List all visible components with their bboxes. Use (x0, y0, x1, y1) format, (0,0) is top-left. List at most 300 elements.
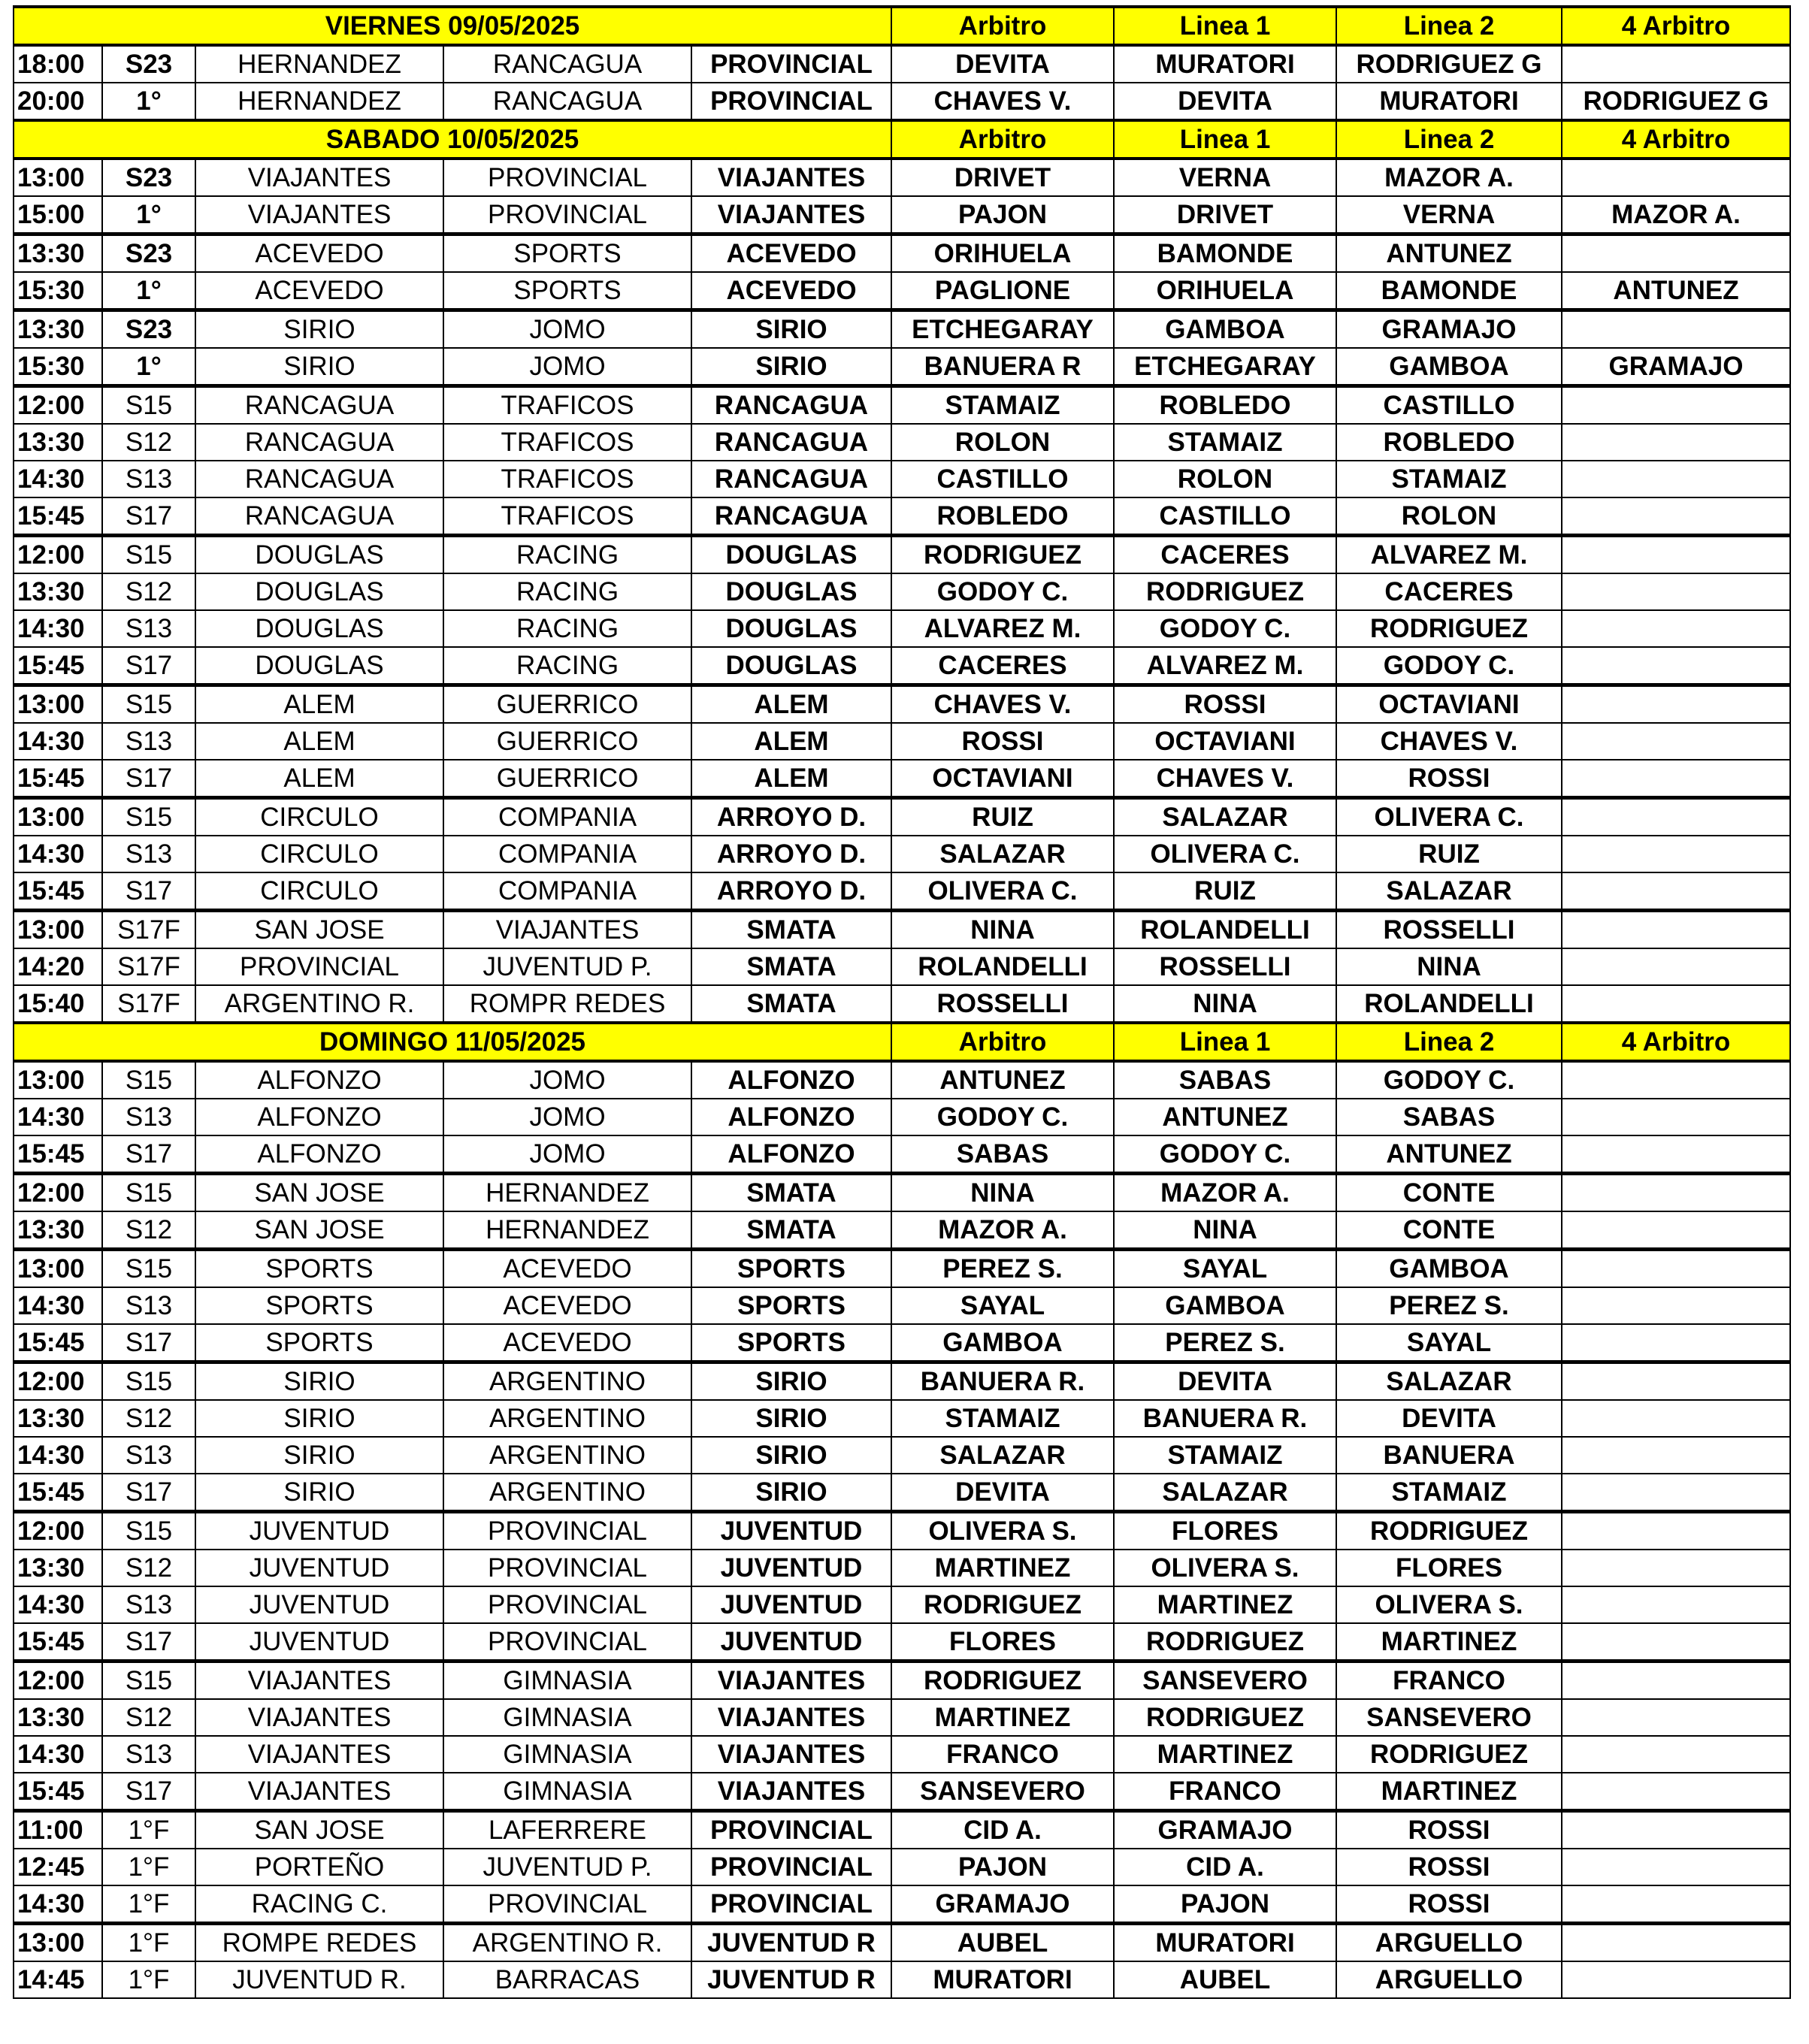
referee: NINA (891, 911, 1114, 949)
assistant-2: FRANCO (1336, 1662, 1562, 1700)
game-row (14, 911, 1790, 949)
assistant-2: ROSSI (1336, 1849, 1562, 1885)
category: S13 (102, 1287, 195, 1324)
away-team: HERNANDEZ (443, 1174, 691, 1212)
category: 1° (102, 196, 195, 234)
game-row (14, 1550, 1790, 1586)
referee: OLIVERA C. (891, 872, 1114, 911)
referee: GODOY C. (891, 1099, 1114, 1135)
assistant-1: DEVITA (1114, 1362, 1336, 1401)
kickoff-time: 15:40 (14, 985, 102, 1023)
away-team: ACEVEDO (443, 1250, 691, 1288)
assistant-1: RUIZ (1114, 872, 1336, 911)
fourth-official (1562, 1061, 1790, 1099)
assistant-2: GAMBOA (1336, 1250, 1562, 1288)
away-team: ARGENTINO (443, 1362, 691, 1401)
kickoff-time: 15:45 (14, 1474, 102, 1512)
referee: RUIZ (891, 798, 1114, 836)
assistant-1: RODRIGUEZ (1114, 1623, 1336, 1662)
assistant-2: RUIZ (1336, 836, 1562, 872)
kickoff-time: 14:30 (14, 1437, 102, 1474)
kickoff-time: 12:00 (14, 1174, 102, 1212)
referee: DEVITA (891, 45, 1114, 83)
kickoff-time: 15:45 (14, 1773, 102, 1811)
assistant-2: GODOY C. (1336, 1061, 1562, 1099)
away-team: PROVINCIAL (443, 1550, 691, 1586)
assistant-1: MURATORI (1114, 45, 1336, 83)
category: S17 (102, 1623, 195, 1662)
assistant-1: STAMAIZ (1114, 424, 1336, 461)
home-team: DOUGLAS (195, 647, 443, 685)
assistant-1: GODOY C. (1114, 1135, 1336, 1174)
away-team: HERNANDEZ (443, 1211, 691, 1250)
category: S23 (102, 45, 195, 83)
game-row (14, 836, 1790, 872)
fourth-official: GRAMAJO (1562, 348, 1790, 386)
fourth-official (1562, 461, 1790, 497)
venue: RANCAGUA (691, 386, 891, 425)
kickoff-time: 13:30 (14, 1550, 102, 1586)
category: S15 (102, 1362, 195, 1401)
venue: SPORTS (691, 1250, 891, 1288)
home-team: ALFONZO (195, 1099, 443, 1135)
home-team: VIAJANTES (195, 196, 443, 234)
home-team: ARGENTINO R. (195, 985, 443, 1023)
fourth-official (1562, 1362, 1790, 1401)
game-row (14, 159, 1790, 196)
assistant-2: ROSSI (1336, 1811, 1562, 1849)
referee: GODOY C. (891, 573, 1114, 610)
referee: GAMBOA (891, 1324, 1114, 1362)
assistant-1: OLIVERA S. (1114, 1550, 1336, 1586)
game-row (14, 1474, 1790, 1512)
column-header: Linea 2 (1336, 1023, 1562, 1061)
game-row (14, 1135, 1790, 1174)
assistant-1: ALVAREZ M. (1114, 647, 1336, 685)
fourth-official (1562, 610, 1790, 647)
category: S23 (102, 234, 195, 273)
game-row (14, 310, 1790, 349)
venue: PROVINCIAL (691, 1885, 891, 1924)
category: S17 (102, 1474, 195, 1512)
game-row (14, 1250, 1790, 1288)
fourth-official (1562, 45, 1790, 83)
fourth-official (1562, 760, 1790, 798)
kickoff-time: 15:45 (14, 872, 102, 911)
home-team: JUVENTUD (195, 1586, 443, 1623)
away-team: BARRACAS (443, 1961, 691, 1998)
kickoff-time: 13:30 (14, 1400, 102, 1437)
kickoff-time: 15:45 (14, 1324, 102, 1362)
home-team: HERNANDEZ (195, 83, 443, 120)
venue: RANCAGUA (691, 461, 891, 497)
kickoff-time: 13:00 (14, 1924, 102, 1962)
fourth-official (1562, 647, 1790, 685)
day-header-row (14, 120, 1790, 159)
referee: ORIHUELA (891, 234, 1114, 273)
fourth-official (1562, 1811, 1790, 1849)
game-row (14, 234, 1790, 273)
fourth-official (1562, 723, 1790, 760)
assistant-2: ANTUNEZ (1336, 1135, 1562, 1174)
away-team: VIAJANTES (443, 911, 691, 949)
category: 1°F (102, 1924, 195, 1962)
game-row (14, 1211, 1790, 1250)
referee: MARTINEZ (891, 1550, 1114, 1586)
category: S23 (102, 310, 195, 349)
away-team: ARGENTINO (443, 1474, 691, 1512)
assistant-2: ARGUELLO (1336, 1961, 1562, 1998)
home-team: RANCAGUA (195, 424, 443, 461)
kickoff-time: 13:00 (14, 685, 102, 724)
assistant-2: OLIVERA S. (1336, 1586, 1562, 1623)
away-team: ARGENTINO (443, 1437, 691, 1474)
kickoff-time: 13:00 (14, 911, 102, 949)
game-row (14, 1924, 1790, 1962)
kickoff-time: 15:45 (14, 760, 102, 798)
referee: ROBLEDO (891, 497, 1114, 536)
away-team: JUVENTUD P. (443, 1849, 691, 1885)
assistant-2: ROBLEDO (1336, 424, 1562, 461)
assistant-1: CID A. (1114, 1849, 1336, 1885)
category: S13 (102, 610, 195, 647)
assistant-2: CASTILLO (1336, 386, 1562, 425)
game-row (14, 348, 1790, 386)
kickoff-time: 12:00 (14, 1512, 102, 1550)
home-team: CIRCULO (195, 798, 443, 836)
home-team: SPORTS (195, 1324, 443, 1362)
kickoff-time: 15:45 (14, 1135, 102, 1174)
away-team: JOMO (443, 1061, 691, 1099)
game-row (14, 536, 1790, 574)
game-row (14, 985, 1790, 1023)
assistant-2: ROLON (1336, 497, 1562, 536)
fourth-official (1562, 872, 1790, 911)
home-team: JUVENTUD (195, 1512, 443, 1550)
kickoff-time: 15:00 (14, 196, 102, 234)
game-row (14, 272, 1790, 310)
fourth-official: RODRIGUEZ G (1562, 83, 1790, 120)
home-team: JUVENTUD R. (195, 1961, 443, 1998)
home-team: SIRIO (195, 310, 443, 349)
home-team: SIRIO (195, 1437, 443, 1474)
fourth-official (1562, 911, 1790, 949)
game-row (14, 1400, 1790, 1437)
home-team: SPORTS (195, 1250, 443, 1288)
game-row (14, 798, 1790, 836)
venue: SIRIO (691, 1400, 891, 1437)
referee: NINA (891, 1174, 1114, 1212)
assistant-2: CONTE (1336, 1174, 1562, 1212)
category: S17F (102, 948, 195, 985)
assistant-1: DEVITA (1114, 83, 1336, 120)
category: S17 (102, 1773, 195, 1811)
game-row (14, 948, 1790, 985)
referee: PAJON (891, 196, 1114, 234)
home-team: ALEM (195, 723, 443, 760)
home-team: ALFONZO (195, 1061, 443, 1099)
away-team: ROMPR REDES (443, 985, 691, 1023)
referee: BANUERA R (891, 348, 1114, 386)
kickoff-time: 14:30 (14, 1736, 102, 1773)
game-row (14, 1961, 1790, 1998)
venue: PROVINCIAL (691, 45, 891, 83)
fourth-official (1562, 1437, 1790, 1474)
assistant-2: RODRIGUEZ (1336, 610, 1562, 647)
assistant-2: SALAZAR (1336, 872, 1562, 911)
day-title: VIERNES 09/05/2025 (14, 7, 891, 45)
category: 1° (102, 272, 195, 310)
kickoff-time: 11:00 (14, 1811, 102, 1849)
kickoff-time: 13:00 (14, 159, 102, 196)
fourth-official (1562, 1849, 1790, 1885)
category: S17 (102, 647, 195, 685)
assistant-2: RODRIGUEZ (1336, 1736, 1562, 1773)
home-team: RANCAGUA (195, 386, 443, 425)
away-team: RANCAGUA (443, 83, 691, 120)
assistant-2: ALVAREZ M. (1336, 536, 1562, 574)
away-team: JOMO (443, 310, 691, 349)
referee: STAMAIZ (891, 1400, 1114, 1437)
kickoff-time: 15:45 (14, 1623, 102, 1662)
category: S15 (102, 685, 195, 724)
fourth-official (1562, 1924, 1790, 1962)
kickoff-time: 13:30 (14, 310, 102, 349)
home-team: JUVENTUD (195, 1550, 443, 1586)
game-row (14, 1586, 1790, 1623)
referee: FLORES (891, 1623, 1114, 1662)
referee: MARTINEZ (891, 1699, 1114, 1736)
column-header: Linea 1 (1114, 120, 1336, 159)
column-header: 4 Arbitro (1562, 1023, 1790, 1061)
venue: VIAJANTES (691, 1736, 891, 1773)
assistant-2: SANSEVERO (1336, 1699, 1562, 1736)
assistant-1: BAMONDE (1114, 234, 1336, 273)
kickoff-time: 14:30 (14, 461, 102, 497)
kickoff-time: 15:45 (14, 497, 102, 536)
home-team: DOUGLAS (195, 573, 443, 610)
category: S17F (102, 985, 195, 1023)
away-team: GIMNASIA (443, 1662, 691, 1700)
category: S13 (102, 1099, 195, 1135)
kickoff-time: 13:30 (14, 573, 102, 610)
referee: ANTUNEZ (891, 1061, 1114, 1099)
fourth-official (1562, 1174, 1790, 1212)
home-team: CIRCULO (195, 872, 443, 911)
category: S15 (102, 536, 195, 574)
referee: RODRIGUEZ (891, 1662, 1114, 1700)
venue: ACEVEDO (691, 272, 891, 310)
home-team: VIAJANTES (195, 1662, 443, 1700)
assistant-2: GODOY C. (1336, 647, 1562, 685)
assistant-2: STAMAIZ (1336, 461, 1562, 497)
referee: CHAVES V. (891, 685, 1114, 724)
home-team: HERNANDEZ (195, 45, 443, 83)
category: 1°F (102, 1885, 195, 1924)
column-header: Linea 1 (1114, 7, 1336, 45)
referee: DRIVET (891, 159, 1114, 196)
venue: ALEM (691, 685, 891, 724)
fourth-official (1562, 1961, 1790, 1998)
game-row (14, 424, 1790, 461)
assistant-1: ANTUNEZ (1114, 1099, 1336, 1135)
assistant-1: GAMBOA (1114, 310, 1336, 349)
category: S23 (102, 159, 195, 196)
referee: SABAS (891, 1135, 1114, 1174)
referee: GRAMAJO (891, 1885, 1114, 1924)
assistant-1: MARTINEZ (1114, 1586, 1336, 1623)
home-team: SIRIO (195, 1362, 443, 1401)
home-team: SIRIO (195, 348, 443, 386)
game-row (14, 685, 1790, 724)
assistant-1: CHAVES V. (1114, 760, 1336, 798)
referee: CHAVES V. (891, 83, 1114, 120)
away-team: ACEVEDO (443, 1324, 691, 1362)
kickoff-time: 20:00 (14, 83, 102, 120)
venue: JUVENTUD (691, 1586, 891, 1623)
game-row (14, 1362, 1790, 1401)
venue: RANCAGUA (691, 497, 891, 536)
assistant-1: SALAZAR (1114, 798, 1336, 836)
kickoff-time: 14:45 (14, 1961, 102, 1998)
away-team: PROVINCIAL (443, 196, 691, 234)
referee: SANSEVERO (891, 1773, 1114, 1811)
fourth-official (1562, 1474, 1790, 1512)
fourth-official (1562, 424, 1790, 461)
home-team: RACING C. (195, 1885, 443, 1924)
home-team: JUVENTUD (195, 1623, 443, 1662)
kickoff-time: 14:30 (14, 1885, 102, 1924)
venue: SIRIO (691, 1474, 891, 1512)
assistant-2: MURATORI (1336, 83, 1562, 120)
venue: SMATA (691, 911, 891, 949)
fourth-official (1562, 798, 1790, 836)
day-header-row (14, 1023, 1790, 1061)
referee: ROSSI (891, 723, 1114, 760)
assistant-1: ROLON (1114, 461, 1336, 497)
away-team: RACING (443, 610, 691, 647)
category: S17 (102, 760, 195, 798)
away-team: RACING (443, 647, 691, 685)
venue: SPORTS (691, 1324, 891, 1362)
category: 1°F (102, 1961, 195, 1998)
assistant-2: SABAS (1336, 1099, 1562, 1135)
assistant-1: AUBEL (1114, 1961, 1336, 1998)
category: 1°F (102, 1811, 195, 1849)
venue: SMATA (691, 1211, 891, 1250)
fourth-official (1562, 1699, 1790, 1736)
column-header: Arbitro (891, 1023, 1114, 1061)
game-row (14, 83, 1790, 120)
kickoff-time: 14:30 (14, 610, 102, 647)
kickoff-time: 13:30 (14, 1211, 102, 1250)
assistant-1: MURATORI (1114, 1924, 1336, 1962)
away-team: PROVINCIAL (443, 1623, 691, 1662)
assistant-1: RODRIGUEZ (1114, 573, 1336, 610)
assistant-1: DRIVET (1114, 196, 1336, 234)
assistant-2: ROSSELLI (1336, 911, 1562, 949)
assistant-2: BAMONDE (1336, 272, 1562, 310)
category: S12 (102, 424, 195, 461)
game-row (14, 1324, 1790, 1362)
fourth-official (1562, 1736, 1790, 1773)
game-row (14, 1512, 1790, 1550)
assistant-2: MARTINEZ (1336, 1623, 1562, 1662)
venue: JUVENTUD R (691, 1924, 891, 1962)
category: 1° (102, 348, 195, 386)
assistant-1: BANUERA R. (1114, 1400, 1336, 1437)
category: S12 (102, 1400, 195, 1437)
kickoff-time: 14:30 (14, 1099, 102, 1135)
fourth-official (1562, 536, 1790, 574)
assistant-2: ROLANDELLI (1336, 985, 1562, 1023)
category: 1° (102, 83, 195, 120)
assistant-1: RODRIGUEZ (1114, 1699, 1336, 1736)
kickoff-time: 15:30 (14, 272, 102, 310)
referee: SALAZAR (891, 836, 1114, 872)
home-team: SAN JOSE (195, 1211, 443, 1250)
referee: ROSSELLI (891, 985, 1114, 1023)
fourth-official (1562, 836, 1790, 872)
fourth-official (1562, 1662, 1790, 1700)
category: S15 (102, 798, 195, 836)
referee: RODRIGUEZ (891, 536, 1114, 574)
venue: ALFONZO (691, 1135, 891, 1174)
category: S15 (102, 386, 195, 425)
home-team: RANCAGUA (195, 461, 443, 497)
referee: CASTILLO (891, 461, 1114, 497)
assistant-1: SANSEVERO (1114, 1662, 1336, 1700)
kickoff-time: 12:00 (14, 1662, 102, 1700)
venue: SPORTS (691, 1287, 891, 1324)
assistant-1: FLORES (1114, 1512, 1336, 1550)
venue: PROVINCIAL (691, 1849, 891, 1885)
away-team: GUERRICO (443, 760, 691, 798)
kickoff-time: 13:30 (14, 234, 102, 273)
assistant-1: PEREZ S. (1114, 1324, 1336, 1362)
game-row (14, 1736, 1790, 1773)
referee: FRANCO (891, 1736, 1114, 1773)
away-team: COMPANIA (443, 798, 691, 836)
assistant-2: RODRIGUEZ (1336, 1512, 1562, 1550)
assistant-1: GRAMAJO (1114, 1811, 1336, 1849)
kickoff-time: 13:00 (14, 798, 102, 836)
home-team: ROMPE REDES (195, 1924, 443, 1962)
home-team: ACEVEDO (195, 272, 443, 310)
referee: MURATORI (891, 1961, 1114, 1998)
game-row (14, 872, 1790, 911)
kickoff-time: 14:20 (14, 948, 102, 985)
venue: VIAJANTES (691, 1773, 891, 1811)
home-team: CIRCULO (195, 836, 443, 872)
fourth-official (1562, 1512, 1790, 1550)
venue: ALEM (691, 723, 891, 760)
assistant-1: MARTINEZ (1114, 1736, 1336, 1773)
day-header-row (14, 7, 1790, 45)
assistant-1: VERNA (1114, 159, 1336, 196)
away-team: TRAFICOS (443, 497, 691, 536)
kickoff-time: 14:30 (14, 1586, 102, 1623)
fourth-official (1562, 685, 1790, 724)
home-team: DOUGLAS (195, 610, 443, 647)
fourth-official (1562, 159, 1790, 196)
category: S17F (102, 911, 195, 949)
home-team: DOUGLAS (195, 536, 443, 574)
referee: ROLANDELLI (891, 948, 1114, 985)
assistant-1: ROLANDELLI (1114, 911, 1336, 949)
game-row (14, 1623, 1790, 1662)
game-row (14, 196, 1790, 234)
